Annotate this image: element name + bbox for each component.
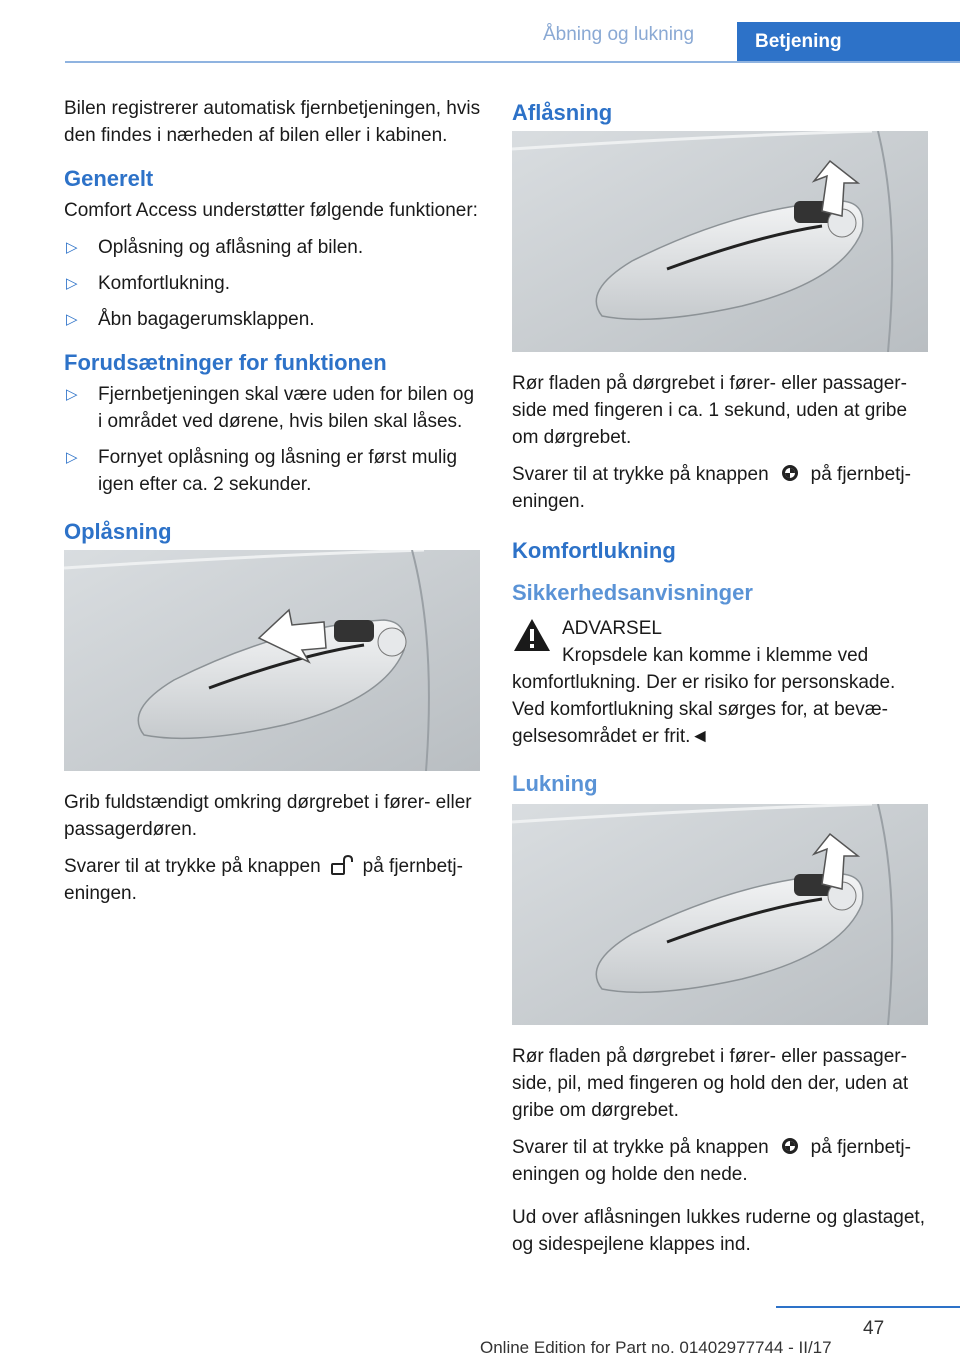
aflaasning-text-2: Svarer til at trykke på knappen på fjernbetjeningen.	[512, 464, 911, 512]
door-handle-unlock-image	[64, 550, 480, 771]
header-chapter-tab: Betjening	[737, 22, 960, 62]
heading-aflaasning: Aflåsning	[512, 100, 613, 125]
heading-komfortlukning: Komfortlukning	[512, 538, 676, 563]
edition-footer: Online Edition for Part no. 01402977744 - II/17	[480, 1338, 832, 1357]
footer-rule	[776, 1306, 960, 1308]
generelt-list	[64, 234, 482, 333]
warning-triangle-icon	[512, 617, 552, 653]
aflaasning-text-1: Rør fladen på dørgrebet i fører- eller passagerside med fingeren i ca. 1 sekund, uden at gribe om dørgrebet.	[512, 373, 908, 448]
page-header	[0, 0, 960, 64]
heading-sikkerhed: Sikkerhedsanvisninger	[512, 580, 753, 605]
heading-oplaasning: Oplåsning	[64, 519, 172, 544]
lukning-text-1: Rør fladen på dørgrebet i fører- eller passagerside, pil, med fingeren og hold den der, uden at gribe om dørgrebet.	[512, 1046, 909, 1121]
header-rule	[65, 61, 960, 63]
bmw-logo-lock-icon	[777, 1136, 803, 1156]
page-number: 47	[863, 1318, 885, 1339]
heading-lukning: Lukning	[512, 771, 598, 796]
bmw-logo-lock-icon	[777, 463, 803, 483]
left-column	[64, 95, 482, 917]
door-handle-lock-image	[512, 131, 928, 352]
unlock-padlock-icon	[329, 855, 355, 875]
triangle-bullet-icon: ▷	[66, 386, 78, 403]
lukning-text-3: Ud over aflåsningen lukkes ruderne og glastaget, og sidespejlene klappes ind.	[512, 1207, 925, 1255]
warning-text-first: Kropsdele kan komme i klemme ved	[562, 645, 869, 666]
list-item: ▷ Åbn bagagerumsklappen.	[64, 306, 482, 333]
warning-text-rest: komfortlukning. Der er risiko for personskade. Ved komfortlukning skal sørges for, at bevægelsesområdet er frit.◄	[512, 672, 896, 747]
triangle-bullet-icon: ▷	[66, 239, 78, 256]
right-column	[512, 95, 928, 1268]
lukning-text-2: Svarer til at trykke på knappen på fjernbetjeningen og holde den nede.	[512, 1137, 911, 1185]
header-section-title: Åbning og lukning	[543, 24, 695, 45]
warning-heading: ADVARSEL	[562, 618, 662, 639]
heading-forudsaetninger: Forudsætninger for funktionen	[64, 350, 387, 375]
intro-paragraph: Bilen registrerer automatisk fjernbetjeningen, hvis den findes i nærheden af bilen eller i kabinen.	[64, 98, 481, 146]
heading-generelt: Generelt	[64, 166, 154, 191]
list-item: ▷ Fornyet oplåsning og låsning er først mulig igen efter ca. 2 sekunder.	[64, 444, 482, 498]
list-item: ▷ Komfortlukning.	[64, 270, 482, 297]
forudsaetninger-list	[64, 381, 482, 498]
triangle-bullet-icon: ▷	[66, 275, 78, 292]
oplaasning-text-2: Svarer til at trykke på knappen på fjernbetjeningen.	[64, 856, 463, 904]
triangle-bullet-icon: ▷	[66, 311, 78, 328]
triangle-bullet-icon: ▷	[66, 449, 78, 466]
warning-box	[512, 615, 928, 750]
generelt-text: Comfort Access understøtter følgende funktioner:	[64, 200, 478, 221]
oplaasning-text-1: Grib fuldstændigt omkring dørgrebet i fører- eller passagerdøren.	[64, 792, 472, 840]
list-item: ▷ Fjernbetjeningen skal være uden for bilen og i området ved dørene, hvis bilen skal låses.	[64, 381, 482, 435]
list-item: ▷ Oplåsning og aflåsning af bilen.	[64, 234, 482, 261]
door-handle-close-image	[512, 804, 928, 1025]
